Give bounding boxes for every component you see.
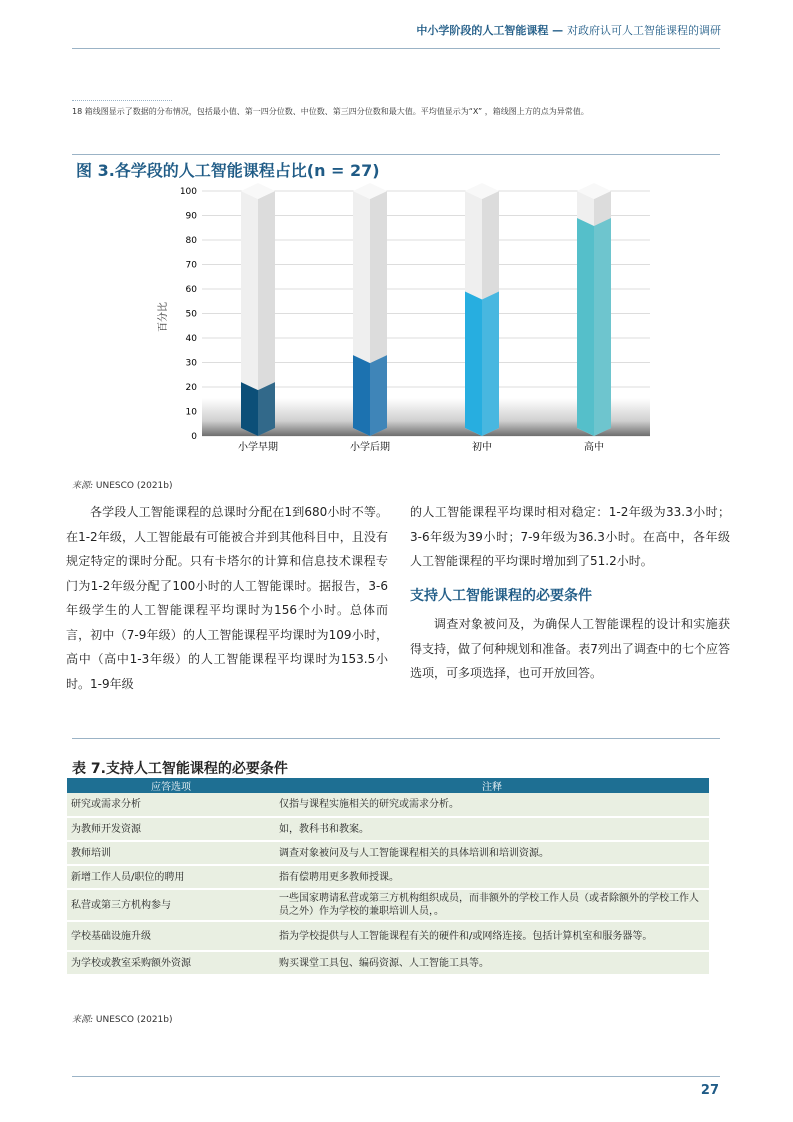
- note-cell: 调查对象被问及与人工智能课程相关的具体培训和培训资源。: [275, 841, 709, 865]
- figure-top-rule: [72, 154, 720, 155]
- bar-value-right: [482, 291, 499, 436]
- table-source-text: UNESCO (2021b): [93, 1015, 173, 1025]
- body-left-paragraph: 各学段人工智能课程的总课时分配在1到680小时不等。在1-2年级，人工智能最有可能被合并到其他科目中，且没有规定特定的课时分配。只有卡塔尔的计算和信息技术课程专门为1-2年级分配了100小时的人工智能课时。据报告，3-6年级学生的人工智能课程平均课时为156个小时。总体而言，初中（7-9年级）的人工智能课程平均课时为109小时，高中（高中1-3年级）的人工智能课程平均课时为153.5小时。1-9年级: [66, 505, 388, 691]
- table-row: [67, 921, 709, 951]
- table-row: [67, 951, 709, 975]
- section-heading: 支持人工智能课程的必要条件: [410, 587, 592, 604]
- bar-value-left: [241, 382, 258, 436]
- y-tick-label: 50: [185, 309, 197, 320]
- y-tick-label: 0: [191, 432, 197, 442]
- y-tick-label: 20: [185, 383, 197, 393]
- note-cell: 指为学校提供与人工智能课程有关的硬件和/或网络连接。包括计算机室和服务器等。: [275, 921, 709, 951]
- table-source: [72, 1012, 173, 1025]
- bar-2: [465, 183, 499, 436]
- option-cell: 教师培训: [67, 841, 275, 865]
- section-paragraph: 调查对象被问及，为确保人工智能课程的设计和实施获得支持，做了何种规划和准备。表7列出了调查中的七个应答选项，可多项选择，也可开放回答。: [410, 617, 730, 680]
- bar-value-left: [465, 291, 482, 436]
- body-left-column: [66, 500, 388, 696]
- table-header-note: 注释: [275, 778, 709, 793]
- table-row: [67, 793, 709, 817]
- x-tick-label: 高中: [584, 442, 604, 453]
- bar-value-right: [594, 218, 611, 436]
- table-source-label: 来源:: [72, 1015, 94, 1025]
- note-cell: 一些国家聘请私营或第三方机构组织成员，而非额外的学校工作人员（或者除额外的学校工作人员之外）作为学校的兼职培训人员，。: [275, 889, 709, 921]
- figure-source-label: 来源:: [72, 481, 94, 491]
- running-header: [416, 22, 721, 38]
- note-cell: 仅指与课程实施相关的研究或需求分析。: [275, 793, 709, 817]
- bar-0: [241, 183, 275, 436]
- y-tick-label: 90: [185, 211, 197, 222]
- x-ticks: [238, 440, 604, 453]
- table-title: 表 7.支持人工智能课程的必要条件: [72, 761, 288, 777]
- y-tick-label: 10: [185, 407, 197, 418]
- bar-chart: [150, 180, 670, 465]
- header-separator: —: [548, 24, 567, 37]
- y-tick-label: 70: [185, 260, 197, 271]
- x-tick-label: 小学早期: [238, 442, 278, 453]
- y-tick-label: 80: [185, 236, 197, 246]
- bar-3: [577, 183, 611, 436]
- x-tick-label: 小学后期: [350, 442, 390, 453]
- table-row: [67, 865, 709, 889]
- table-top-rule: [72, 738, 720, 739]
- option-cell: 私营或第三方机构参与: [67, 889, 275, 921]
- y-tick-label: 30: [185, 358, 197, 369]
- bar-value-left: [577, 218, 594, 436]
- header-title: 中小学阶段的人工智能课程: [416, 24, 549, 37]
- table-row: [67, 889, 709, 921]
- body-right-paragraph: 的人工智能课程平均课时相对稳定：1-2年级为33.3小时；3-6年级为39小时；7-9年级为36.3小时。在高中，各年级人工智能课程的平均课时增加到了51.2小时。: [410, 505, 730, 568]
- y-tick-label: 100: [179, 187, 197, 197]
- note-cell: 指有偿聘用更多教师授课。: [275, 865, 709, 889]
- table-row: [67, 841, 709, 865]
- option-cell: 为学校或教室采购额外资源: [67, 951, 275, 975]
- option-cell: 学校基础设施升级: [67, 921, 275, 951]
- note-cell: 如，教科书和教案。: [275, 817, 709, 841]
- header-subtitle: 对政府认可人工智能课程的调研: [567, 24, 721, 37]
- y-ticks: [180, 187, 197, 442]
- note-cell: 购买课堂工具包、编码资源、人工智能工具等。: [275, 951, 709, 975]
- conditions-table: [67, 778, 709, 976]
- y-tick-label: 40: [185, 334, 197, 344]
- body-right-column: [410, 500, 730, 686]
- x-tick-label: 初中: [472, 442, 492, 453]
- bar-value-left: [353, 355, 370, 436]
- y-tick-label: 60: [185, 285, 197, 295]
- figure-source-text: UNESCO (2021b): [93, 481, 173, 491]
- footer-rule: [72, 1076, 720, 1077]
- option-cell: 为教师开发资源: [67, 817, 275, 841]
- table-header-option: 应答选项: [67, 778, 275, 793]
- y-axis-label: 百分比: [158, 302, 169, 332]
- option-cell: 新增工作人员/职位的聘用: [67, 865, 275, 889]
- figure-title: 图 3.各学段的人工智能课程占比(n = 27): [76, 161, 380, 180]
- figure-source: [72, 478, 173, 491]
- table-header-row: [67, 778, 709, 793]
- table-row: [67, 817, 709, 841]
- footnote: 18 箱线图显示了数据的分布情况，包括最小值、第一四分位数、中位数、第三四分位数和最大值。平均值显示为“X” ，箱线图上方的点为异常值。: [72, 107, 589, 116]
- footnote-divider: [72, 100, 172, 101]
- option-cell: 研究或需求分析: [67, 793, 275, 817]
- page-number: 27: [700, 1083, 719, 1098]
- bar-value-right: [370, 355, 387, 436]
- bar-value-right: [258, 382, 275, 436]
- header-rule: [72, 48, 720, 49]
- bar-1: [353, 183, 387, 436]
